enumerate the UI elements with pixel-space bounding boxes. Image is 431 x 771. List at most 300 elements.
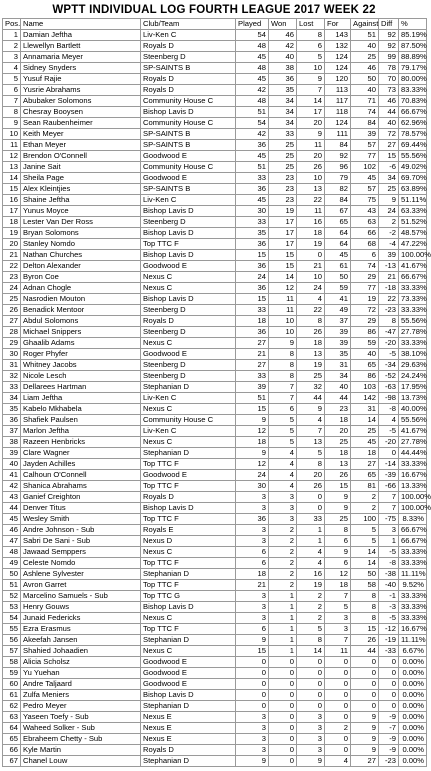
cell-played: 48	[236, 41, 269, 52]
cell-diff: -9	[379, 745, 399, 756]
cell-played: 48	[236, 63, 269, 74]
cell-name: Waheed Solker - Sub	[21, 723, 141, 734]
cell-diff: 3	[379, 525, 399, 536]
cell-pos: 26	[3, 305, 21, 316]
cell-won: 1	[269, 613, 297, 624]
cell-pos: 49	[3, 558, 21, 569]
cell-for: 6	[325, 558, 351, 569]
table-row	[3, 426, 427, 437]
cell-club-team: Stephanian D	[141, 382, 236, 393]
cell-lost: 5	[297, 624, 325, 635]
cell-percent: 29.63%	[399, 360, 427, 371]
cell-played: 3	[236, 723, 269, 734]
cell-won: 10	[269, 327, 297, 338]
cell-name: Marcelino Samuels - Sub	[21, 591, 141, 602]
cell-name: Sheila Page	[21, 173, 141, 184]
cell-won: 0	[269, 756, 297, 767]
cell-diff: -3	[379, 602, 399, 613]
table-row	[3, 514, 427, 525]
cell-lost: 22	[297, 305, 325, 316]
cell-name: Jayden Achilles	[21, 459, 141, 470]
cell-against: 0	[351, 679, 379, 690]
table-row	[3, 118, 427, 129]
cell-won: 9	[269, 338, 297, 349]
cell-for: 96	[325, 162, 351, 173]
cell-pos: 35	[3, 404, 21, 415]
cell-pos: 48	[3, 547, 21, 558]
cell-pos: 65	[3, 734, 21, 745]
cell-diff: -4	[379, 239, 399, 250]
cell-percent: 13.33%	[399, 481, 427, 492]
cell-for: 9	[325, 503, 351, 514]
cell-won: 0	[269, 712, 297, 723]
cell-against: 9	[351, 734, 379, 745]
cell-pos: 32	[3, 371, 21, 382]
cell-diff: 78	[379, 63, 399, 74]
cell-name: Sabri De Sani - Sub	[21, 536, 141, 547]
cell-percent: 0.00%	[399, 679, 427, 690]
cell-lost: 7	[297, 426, 325, 437]
cell-name: Calhoun O'Connell	[21, 470, 141, 481]
cell-pos: 55	[3, 624, 21, 635]
cell-club-team: Top TTC F	[141, 459, 236, 470]
table-row	[3, 371, 427, 382]
cell-against: 15	[351, 624, 379, 635]
cell-diff: -38	[379, 569, 399, 580]
cell-percent: 66.67%	[399, 525, 427, 536]
table-row	[3, 679, 427, 690]
cell-diff: 24	[379, 206, 399, 217]
cell-won: 0	[269, 690, 297, 701]
cell-pos: 62	[3, 701, 21, 712]
cell-diff: 8	[379, 316, 399, 327]
cell-club-team: Royals D	[141, 41, 236, 52]
col-header-played: Played	[236, 19, 269, 30]
cell-pos: 29	[3, 338, 21, 349]
cell-percent: 100.00%	[399, 492, 427, 503]
cell-won: 25	[269, 140, 297, 151]
cell-won: 25	[269, 151, 297, 162]
cell-name: Janine Sait	[21, 162, 141, 173]
cell-for: 7	[325, 635, 351, 646]
cell-percent: 69.70%	[399, 173, 427, 184]
cell-won: 34	[269, 96, 297, 107]
cell-lost: 8	[297, 635, 325, 646]
cell-for: 41	[325, 294, 351, 305]
cell-pos: 23	[3, 272, 21, 283]
cell-lost: 2	[297, 591, 325, 602]
cell-diff: 39	[379, 250, 399, 261]
cell-pos: 7	[3, 96, 21, 107]
cell-played: 15	[236, 646, 269, 657]
cell-name: Andre Taljaard	[21, 679, 141, 690]
cell-against: 6	[351, 250, 379, 261]
cell-lost: 7	[297, 85, 325, 96]
cell-lost: 26	[297, 481, 325, 492]
cell-club-team: Top TTC G	[141, 591, 236, 602]
cell-lost: 44	[297, 393, 325, 404]
table-row	[3, 756, 427, 767]
cell-against: 58	[351, 580, 379, 591]
cell-lost: 19	[297, 360, 325, 371]
table-row	[3, 250, 427, 261]
cell-for: 20	[325, 426, 351, 437]
cell-for: 49	[325, 305, 351, 316]
table-row	[3, 85, 427, 96]
cell-played: 18	[236, 437, 269, 448]
cell-won: 2	[269, 558, 297, 569]
cell-won: 1	[269, 591, 297, 602]
cell-pos: 45	[3, 514, 21, 525]
cell-percent: 80.00%	[399, 74, 427, 85]
cell-won: 4	[269, 470, 297, 481]
cell-club-team: Stephanian D	[141, 756, 236, 767]
cell-diff: 44	[379, 107, 399, 118]
cell-pos: 56	[3, 635, 21, 646]
cell-won: 1	[269, 635, 297, 646]
col-header-lost: Lost	[297, 19, 325, 30]
table-row	[3, 701, 427, 712]
table-row	[3, 448, 427, 459]
cell-pos: 20	[3, 239, 21, 250]
cell-won: 0	[269, 734, 297, 745]
cell-club-team: Liv-Ken C	[141, 195, 236, 206]
cell-club-team: Royals E	[141, 525, 236, 536]
cell-for: 124	[325, 118, 351, 129]
cell-for: 67	[325, 206, 351, 217]
cell-percent: 78.57%	[399, 129, 427, 140]
cell-percent: 87.50%	[399, 41, 427, 52]
table-row	[3, 492, 427, 503]
cell-pos: 3	[3, 52, 21, 63]
cell-club-team: Steenberg D	[141, 305, 236, 316]
cell-club-team: Bishop Lavis D	[141, 294, 236, 305]
cell-for: 25	[325, 514, 351, 525]
cell-percent: 47.22%	[399, 239, 427, 250]
cell-for: 113	[325, 85, 351, 96]
cell-percent: 0.00%	[399, 734, 427, 745]
cell-percent: 49.02%	[399, 162, 427, 173]
cell-for: 15	[325, 481, 351, 492]
cell-percent: 27.78%	[399, 437, 427, 448]
cell-played: 12	[236, 459, 269, 470]
cell-won: 34	[269, 118, 297, 129]
cell-diff: -66	[379, 481, 399, 492]
individual-log-table	[2, 18, 431, 767]
cell-won: 2	[269, 536, 297, 547]
cell-won: 11	[269, 294, 297, 305]
cell-lost: 19	[297, 580, 325, 591]
cell-against: 0	[351, 668, 379, 679]
cell-won: 25	[269, 162, 297, 173]
cell-lost: 10	[297, 63, 325, 74]
cell-played: 36	[236, 261, 269, 272]
cell-played: 9	[236, 448, 269, 459]
cell-percent: 0.00%	[399, 668, 427, 679]
table-row	[3, 635, 427, 646]
cell-played: 45	[236, 74, 269, 85]
cell-name: Whitney Jacobs	[21, 360, 141, 371]
cell-won: 0	[269, 679, 297, 690]
cell-lost: 13	[297, 184, 325, 195]
cell-name: Abdul Solomons	[21, 316, 141, 327]
cell-percent: 55.56%	[399, 151, 427, 162]
cell-diff: 0	[379, 690, 399, 701]
cell-name: Yunus Moyce	[21, 206, 141, 217]
cell-lost: 25	[297, 371, 325, 382]
cell-name: Ethan Meyer	[21, 140, 141, 151]
cell-name: Clare Wagner	[21, 448, 141, 459]
cell-for: 120	[325, 74, 351, 85]
cell-percent: 48.57%	[399, 228, 427, 239]
cell-diff: 7	[379, 503, 399, 514]
cell-name: Byron Coe	[21, 272, 141, 283]
cell-for: 0	[325, 657, 351, 668]
cell-against: 45	[351, 437, 379, 448]
cell-played: 30	[236, 481, 269, 492]
cell-club-team: Steenberg D	[141, 217, 236, 228]
cell-pos: 31	[3, 360, 21, 371]
col-header-won: Won	[269, 19, 297, 30]
table-row	[3, 96, 427, 107]
cell-club-team: Nexus C	[141, 646, 236, 657]
table-row	[3, 349, 427, 360]
table-row	[3, 184, 427, 195]
cell-diff: 0	[379, 448, 399, 459]
cell-lost: 8	[297, 30, 325, 41]
cell-diff: -34	[379, 360, 399, 371]
cell-club-team: SP-SAINTS B	[141, 63, 236, 74]
cell-for: 35	[325, 349, 351, 360]
cell-for: 0	[325, 712, 351, 723]
cell-percent: 100.00%	[399, 503, 427, 514]
cell-won: 2	[269, 569, 297, 580]
cell-diff: -98	[379, 393, 399, 404]
cell-club-team: SP-SAINTS B	[141, 129, 236, 140]
cell-played: 3	[236, 734, 269, 745]
cell-diff: -2	[379, 228, 399, 239]
cell-for: 3	[325, 613, 351, 624]
cell-played: 0	[236, 679, 269, 690]
cell-against: 8	[351, 613, 379, 624]
cell-for: 92	[325, 151, 351, 162]
cell-lost: 24	[297, 283, 325, 294]
cell-lost: 14	[297, 646, 325, 657]
table-row	[3, 657, 427, 668]
cell-club-team: Nexus C	[141, 547, 236, 558]
cell-percent: 44.44%	[399, 448, 427, 459]
cell-played: 0	[236, 690, 269, 701]
cell-percent: 41.67%	[399, 426, 427, 437]
cell-against: 84	[351, 118, 379, 129]
table-row	[3, 195, 427, 206]
cell-against: 142	[351, 393, 379, 404]
cell-won: 42	[269, 41, 297, 52]
cell-club-team: Top TTC F	[141, 624, 236, 635]
cell-played: 42	[236, 129, 269, 140]
table-row	[3, 569, 427, 580]
cell-pos: 37	[3, 426, 21, 437]
cell-lost: 2	[297, 613, 325, 624]
cell-name: Ashlene Sylvester	[21, 569, 141, 580]
cell-club-team: Top TTC F	[141, 580, 236, 591]
cell-club-team: Goodwood E	[141, 349, 236, 360]
cell-lost: 0	[297, 701, 325, 712]
cell-pos: 14	[3, 173, 21, 184]
table-row	[3, 668, 427, 679]
cell-lost: 19	[297, 239, 325, 250]
cell-diff: -47	[379, 327, 399, 338]
cell-for: 0	[325, 734, 351, 745]
cell-diff: -23	[379, 305, 399, 316]
cell-club-team: Bishop Lavis D	[141, 228, 236, 239]
cell-club-team: Community House C	[141, 162, 236, 173]
cell-won: 7	[269, 382, 297, 393]
cell-against: 65	[351, 360, 379, 371]
cell-against: 2	[351, 492, 379, 503]
table-row	[3, 481, 427, 492]
table-row	[3, 129, 427, 140]
table-row	[3, 404, 427, 415]
cell-diff: -39	[379, 470, 399, 481]
cell-pos: 64	[3, 723, 21, 734]
cell-against: 100	[351, 514, 379, 525]
table-row	[3, 228, 427, 239]
cell-lost: 22	[297, 195, 325, 206]
cell-won: 4	[269, 481, 297, 492]
table-row	[3, 712, 427, 723]
cell-percent: 79.17%	[399, 63, 427, 74]
table-row	[3, 382, 427, 393]
col-header-pos: Pos.	[3, 19, 21, 30]
cell-diff: -40	[379, 580, 399, 591]
cell-played: 3	[236, 745, 269, 756]
cell-lost: 18	[297, 338, 325, 349]
table-row	[3, 723, 427, 734]
cell-against: 71	[351, 96, 379, 107]
cell-against: 40	[351, 349, 379, 360]
cell-diff: 40	[379, 118, 399, 129]
cell-name: Andre Johnson - Sub	[21, 525, 141, 536]
cell-lost: 3	[297, 723, 325, 734]
cell-lost: 0	[297, 657, 325, 668]
col-header-against: Against	[351, 19, 379, 30]
cell-won: 23	[269, 195, 297, 206]
table-row	[3, 162, 427, 173]
cell-for: 64	[325, 228, 351, 239]
cell-name: Roger Phyfer	[21, 349, 141, 360]
cell-club-team: Community House C	[141, 118, 236, 129]
cell-played: 3	[236, 503, 269, 514]
cell-against: 45	[351, 173, 379, 184]
cell-percent: 66.67%	[399, 536, 427, 547]
cell-lost: 5	[297, 448, 325, 459]
cell-name: Shahied Johaadien	[21, 646, 141, 657]
cell-percent: 85.19%	[399, 30, 427, 41]
cell-name: Sidney Snyders	[21, 63, 141, 74]
cell-percent: 100.00%	[399, 250, 427, 261]
cell-name: Yusuf Rajie	[21, 74, 141, 85]
cell-diff: 2	[379, 217, 399, 228]
cell-percent: 33.33%	[399, 283, 427, 294]
cell-diff: 34	[379, 173, 399, 184]
cell-played: 36	[236, 283, 269, 294]
table-row	[3, 327, 427, 338]
cell-against: 86	[351, 327, 379, 338]
cell-diff: -9	[379, 712, 399, 723]
cell-played: 3	[236, 712, 269, 723]
cell-club-team: Nexus C	[141, 613, 236, 624]
cell-won: 11	[269, 305, 297, 316]
cell-name: Ebraheem Chetty - Sub	[21, 734, 141, 745]
cell-won: 2	[269, 580, 297, 591]
table-row	[3, 63, 427, 74]
cell-played: 36	[236, 184, 269, 195]
cell-name: Marlon Jeftha	[21, 426, 141, 437]
cell-diff: 73	[379, 85, 399, 96]
cell-name: Wesley Smith	[21, 514, 141, 525]
cell-name: Nasrodien Mouton	[21, 294, 141, 305]
table-row	[3, 690, 427, 701]
cell-lost: 3	[297, 745, 325, 756]
cell-against: 103	[351, 382, 379, 393]
cell-percent: 69.44%	[399, 140, 427, 151]
cell-name: Michael Snippers	[21, 327, 141, 338]
cell-lost: 13	[297, 349, 325, 360]
cell-won: 34	[269, 107, 297, 118]
cell-lost: 4	[297, 547, 325, 558]
cell-percent: 11.11%	[399, 635, 427, 646]
cell-won: 3	[269, 514, 297, 525]
cell-name: Damian Jeftha	[21, 30, 141, 41]
cell-lost: 5	[297, 52, 325, 63]
cell-lost: 14	[297, 96, 325, 107]
cell-diff: -52	[379, 371, 399, 382]
cell-lost: 26	[297, 162, 325, 173]
cell-name: Dellarees Hartman	[21, 382, 141, 393]
cell-name: Akeefah Jansen	[21, 635, 141, 646]
cell-percent: 33.33%	[399, 613, 427, 624]
cell-for: 0	[325, 745, 351, 756]
cell-pos: 41	[3, 470, 21, 481]
cell-against: 39	[351, 129, 379, 140]
cell-for: 124	[325, 63, 351, 74]
table-row	[3, 239, 427, 250]
cell-against: 14	[351, 415, 379, 426]
cell-diff: 92	[379, 41, 399, 52]
table-row	[3, 547, 427, 558]
cell-name: Pedro Meyer	[21, 701, 141, 712]
table-row	[3, 316, 427, 327]
cell-played: 24	[236, 470, 269, 481]
cell-against: 8	[351, 602, 379, 613]
cell-percent: 24.24%	[399, 371, 427, 382]
cell-pos: 43	[3, 492, 21, 503]
cell-club-team: Stephanian D	[141, 569, 236, 580]
table-row	[3, 437, 427, 448]
cell-played: 36	[236, 140, 269, 151]
cell-name: Avron Garret	[21, 580, 141, 591]
cell-for: 18	[325, 448, 351, 459]
cell-lost: 21	[297, 261, 325, 272]
cell-diff: 0	[379, 668, 399, 679]
cell-for: 79	[325, 173, 351, 184]
cell-club-team: SP-SAINTS B	[141, 184, 236, 195]
cell-lost: 8	[297, 459, 325, 470]
cell-played: 33	[236, 173, 269, 184]
cell-played: 15	[236, 294, 269, 305]
cell-lost: 16	[297, 217, 325, 228]
